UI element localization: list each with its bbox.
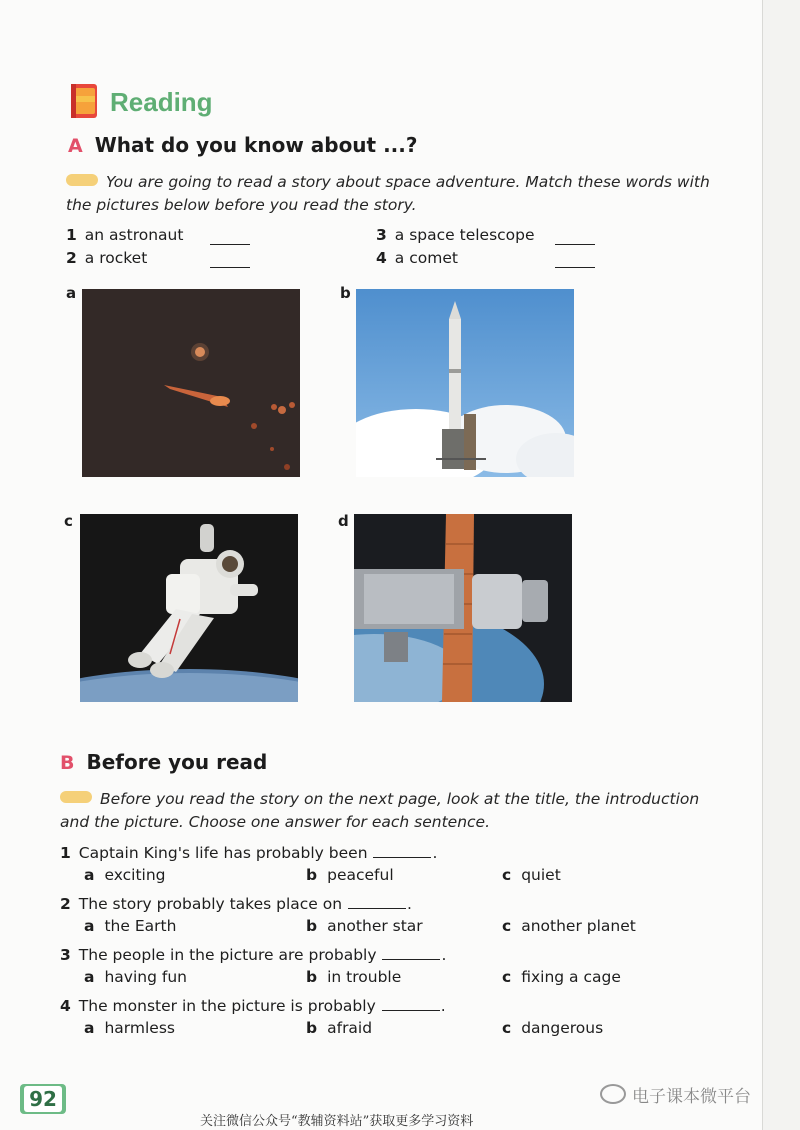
rocket-picture [356,289,574,477]
option-2c[interactable]: c another planet [502,917,636,935]
section-a-title: What do you know about ...? [94,133,418,157]
astronaut-picture [80,514,298,702]
question-blank[interactable] [348,908,406,909]
section-b-instruction: Before you read the story on the next page, look at the title, the introduction and the picture. Choose one answer for each sentence. [60,790,700,831]
page-number: 92 [24,1086,62,1112]
footer-note: 关注微信公众号“教辅资料站”获取更多学习资料 [200,1114,474,1129]
answer-blank-4[interactable] [555,266,595,268]
option-2b[interactable]: b another star [306,917,423,935]
reading-title: Reading [110,87,213,117]
section-b-heading [60,750,267,774]
option-3a[interactable]: a having fun [84,968,187,986]
page-number-badge [20,1084,66,1114]
highlight-marker [66,174,98,186]
picture-label-a: a [66,284,77,302]
watermark: 电子课本微平台 [600,1082,751,1107]
wechat-icon [600,1084,626,1104]
section-a-instruction: You are going to read a story about space adventure. Match these words with the pictures below before you read the story. [66,173,710,214]
book-icon [68,82,100,120]
space-telescope-picture [354,514,572,702]
option-3c[interactable]: c fixing a cage [502,968,621,986]
option-1b[interactable]: b peaceful [306,866,394,884]
option-4c[interactable]: c dangerous [502,1019,604,1037]
question-3: 3 The people in the picture are probably . [60,946,447,964]
section-a-heading [68,133,417,157]
comet-picture [82,289,300,477]
option-3b[interactable]: b in trouble [306,968,402,986]
page-edge [762,0,800,1130]
match-word-3: 3 a space telescope [376,226,535,244]
question-2: 2 The story probably takes place on . [60,895,412,913]
match-word-2: 2 a rocket [66,249,148,267]
picture-label-c: c [64,512,73,530]
highlight-marker [60,791,92,803]
section-b-letter: B [60,752,75,774]
option-4a[interactable]: a harmless [84,1019,175,1037]
option-1c[interactable]: c quiet [502,866,561,884]
answer-blank-2[interactable] [210,266,250,268]
option-4b[interactable]: b afraid [306,1019,373,1037]
match-word-1: 1 an astronaut [66,226,184,244]
question-blank[interactable] [382,959,440,960]
option-1a[interactable]: a exciting [84,866,166,884]
picture-label-b: b [340,284,351,302]
question-4: 4 The monster in the picture is probably . [60,997,446,1015]
question-blank[interactable] [382,1010,440,1011]
option-2a[interactable]: a the Earth [84,917,177,935]
section-b-title: Before you read [86,750,268,774]
section-a-letter: A [68,135,83,157]
answer-blank-3[interactable] [555,243,595,245]
picture-label-d: d [338,512,349,530]
question-blank[interactable] [373,857,431,858]
question-1: 1 Captain King's life has probably been . [60,844,438,862]
match-word-4: 4 a comet [376,249,458,267]
answer-blank-1[interactable] [210,243,250,245]
